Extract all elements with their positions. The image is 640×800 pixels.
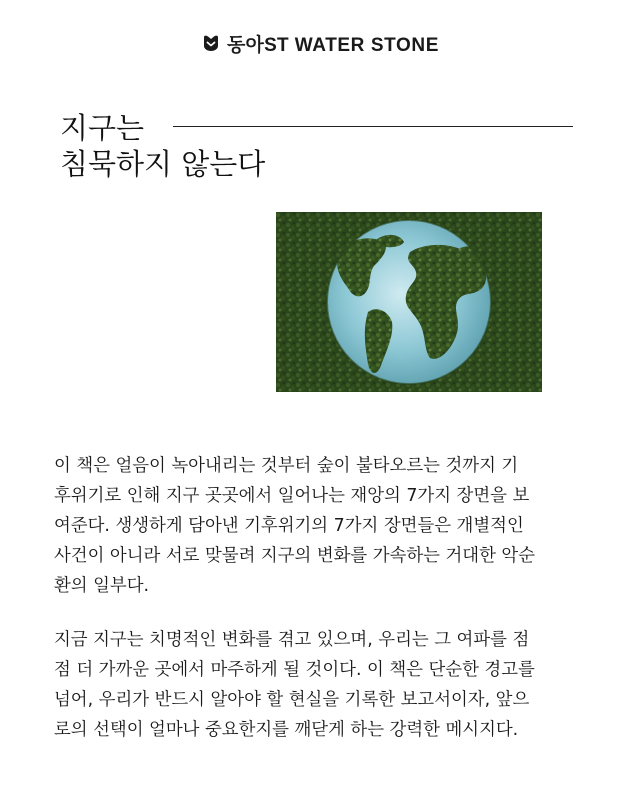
- paragraph-2: [54, 625, 594, 745]
- brand-english: WATER STONE: [294, 34, 439, 56]
- paragraph-line: 넘어, 우리가 반드시 알아야 할 현실을 기록한 보고서이자, 앞으: [54, 690, 530, 710]
- paragraph-line: 지금 지구는 치명적인 변화를 겪고 있으며, 우리는 그 여파를 점: [54, 630, 530, 650]
- paragraph-line: 점 더 가까운 곳에서 마주하게 될 것이다. 이 책은 단순한 경고를: [54, 660, 535, 680]
- title-line-1: 지구는: [60, 111, 145, 145]
- paragraph-line: 사건이 아니라 서로 맞물려 지구의 변화를 가속하는 거대한 악순: [54, 546, 536, 566]
- brand-header: [0, 28, 640, 58]
- paragraph-line: 환의 일부다.: [54, 576, 150, 596]
- paragraph-line: 여준다. 생생하게 담아낸 기후위기의 7가지 장면들은 개별적인: [54, 516, 524, 536]
- page-title: [60, 110, 320, 182]
- paragraph-line: 로의 선택이 얼마나 중요한지를 깨닫게 하는 강력한 메시지다.: [54, 720, 519, 740]
- paragraph-1: [54, 451, 594, 601]
- earth-moss-image: [276, 212, 542, 392]
- title-divider: [173, 126, 573, 127]
- paragraph-line: 이 책은 얼음이 녹아내리는 것부터 숲이 불타오르는 것까지 기: [54, 456, 519, 476]
- title-line-2: 침묵하지 않는다: [60, 147, 266, 181]
- paragraph-line: 후위기로 인해 지구 곳곳에서 일어나는 재앙의 7가지 장면을 보: [54, 486, 530, 506]
- donga-st-logo-icon: [201, 33, 221, 53]
- brand-korean: 동아ST: [227, 34, 289, 56]
- brand-wordmark: [227, 30, 439, 57]
